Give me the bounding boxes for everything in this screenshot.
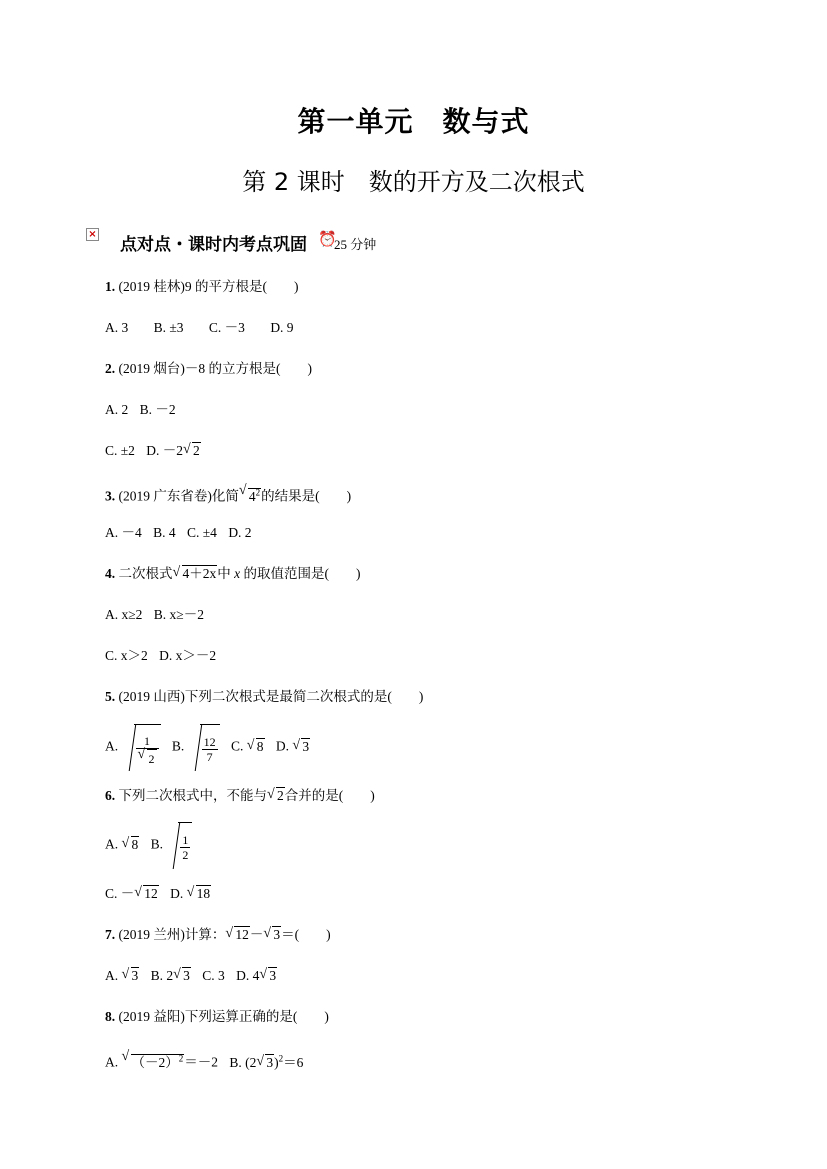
option-a: A. [105,738,119,754]
broken-image-icon: × [86,228,99,241]
option-b: B. 2 [150,968,174,983]
section-label: 点对点・课时内考点巩固 [120,235,307,255]
question-2 [105,359,312,379]
option-d: D. [275,738,290,754]
option-b: B. (2√ 3)$^2$＝6 [229,1055,303,1070]
question-number: 6. [105,788,116,803]
sqrt-fraction: $\frac{12}{7}$ [188,724,220,771]
option-d: D. [170,886,184,901]
option-b: B. [171,738,185,754]
question-text: (2019 烟台)－8 的立方根是( ) [118,361,312,376]
lesson-title: 第 2 课时 数的开方及二次根式 [242,168,585,196]
option-b: B. 4 [153,525,176,540]
option-c: C. [231,738,244,754]
option-a: A. [105,836,119,852]
question-number: 4. [105,566,116,581]
question-8-options: A. √ $(-2)^2=-2$ B. (2√ 3)$^2$＝6 [105,1048,303,1073]
option-c: C. x＞2 [105,648,148,663]
option-c: C. －3 [208,320,245,335]
question-4-options-cd [105,646,216,666]
option-b: B. x≥－2 [153,607,204,622]
question-1 [105,277,298,297]
question-6: 6. 下列二次根式中，不能与√ 2合并的是( ) [105,786,375,806]
sqrt-expression: √ 2 [267,786,285,806]
option-a: A. 3 [105,320,129,335]
alarm-clock-icon: ⏰ [318,230,337,248]
question-6-options-cd: C. －√ 12 D. √ 18 [105,884,211,904]
time-limit: 25 分钟 [334,237,377,252]
question-number: 7. [105,927,116,942]
question-3: 3. (2019 广东省卷)化简√ $4^2$的结果是( ) [105,482,351,507]
sqrt-expression: √ 4＋2x [173,564,218,584]
sqrt-expression: √ $4^2$ [239,482,261,507]
question-6-options-ab: A. √ 8 B. $\frac{1}{2}$ [105,822,192,869]
question-2-options-cd [105,441,201,461]
question-4-options-ab [105,605,204,625]
question-7-options: A. √ 3 B. 2√ 3 C. 3 D. 4√ 3 [105,966,277,986]
option-c: C. ±2 [105,443,135,458]
question-2-options-ab [105,400,176,420]
option-a: A. 2 [105,402,129,417]
question-text: (2019 山西)下列二次根式是最简二次根式的是( ) [118,689,424,704]
option-a: A. [105,1054,119,1070]
question-number: 1. [105,279,116,294]
question-number: 5. [105,689,116,704]
unit-title: 第一单元 数与式 [297,105,530,138]
question-number: 2. [105,361,116,376]
question-1-options [105,318,294,338]
option-c: C. － [105,886,135,901]
question-8 [105,1007,329,1027]
question-5-options: A. 1 √ 2 B. $\frac{12}{7}$ C. √ 8 D. √ 3 [105,724,310,771]
option-b: B. －2 [139,402,176,417]
option-b: B. ±3 [153,320,184,335]
question-text: (2019 桂林)9 的平方根是( ) [118,279,299,294]
question-5 [105,687,423,707]
option-b: B. [150,836,164,852]
question-number: 3. [105,488,116,504]
option-d: D. x＞－2 [159,648,217,663]
question-3-options [105,523,252,543]
option-d: D. 4 [236,968,260,983]
question-4: 4. 二次根式√ 4＋2x中 x 的取值范围是( ) [105,564,361,584]
sqrt-fraction: 1 √ 2 [122,724,161,771]
option-d: D. －2√ 2 [146,443,201,458]
option-a: A. －4 [105,525,142,540]
option-a: A. x≥2 [105,607,143,622]
option-d: D. 9 [270,320,294,335]
question-7: 7. (2019 兰州)计算：√ 12－√ 3＝( ) [105,925,331,945]
question-text: (2019 益阳)下列运算正确的是( ) [118,1009,329,1024]
question-number: 8. [105,1009,116,1024]
option-a: A. [105,968,119,983]
sqrt-fraction: $\frac{1}{2}$ [166,822,192,869]
option-c: C. 3 [202,968,225,983]
option-d: D. 2 [228,525,252,540]
option-c: C. ±4 [187,525,217,540]
